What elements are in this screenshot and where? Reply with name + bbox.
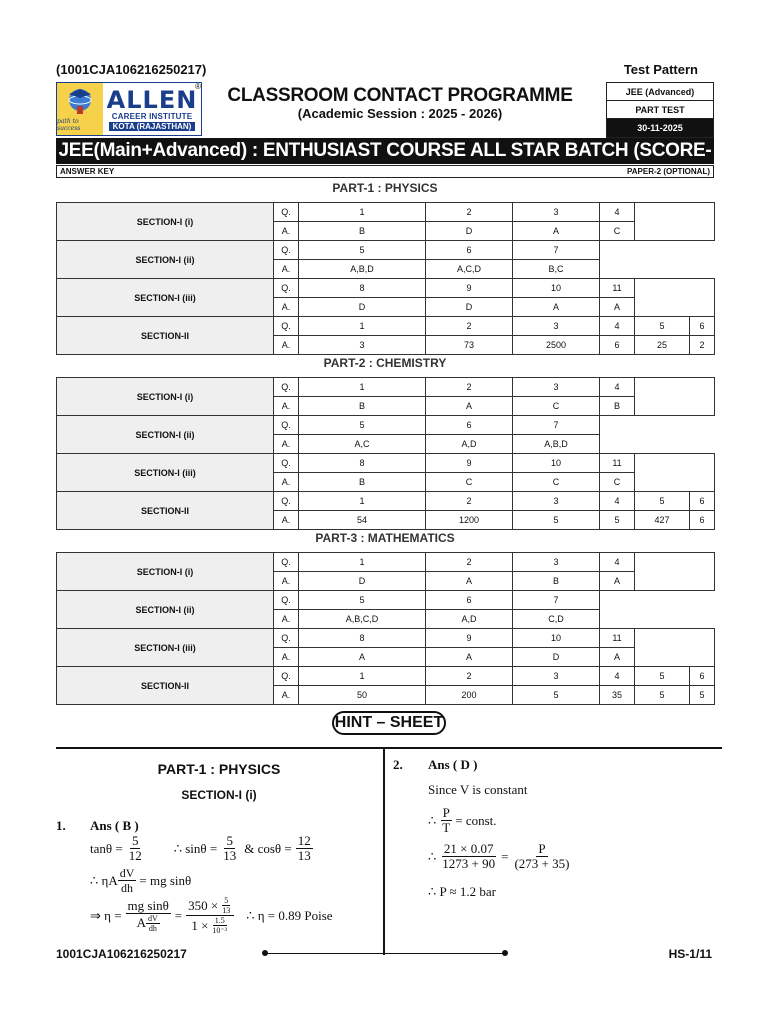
exam-info-box (606, 82, 714, 138)
answer-value: 5 (513, 511, 600, 530)
answer-value: A (426, 648, 513, 667)
answer-value: 5 (513, 686, 600, 705)
question-number: 4 (600, 378, 635, 397)
answer-value: B,C (513, 260, 600, 279)
question-number: 8 (299, 454, 426, 473)
question-row (57, 667, 715, 686)
q2-line-4: ∴ P ≈ 1.2 bar (428, 884, 497, 899)
question-number: 2 (426, 378, 513, 397)
answer-value: 6 (690, 511, 715, 530)
hint-part-title: PART-1 : PHYSICS (157, 761, 281, 777)
answer-value: 54 (299, 511, 426, 530)
answer-value: 427 (635, 511, 690, 530)
footer-dot-right (502, 950, 508, 956)
registered-mark: ® (195, 82, 201, 91)
question-number: 10 (513, 629, 600, 648)
question-number: 2 (426, 203, 513, 222)
question-number: 1 (299, 553, 426, 572)
answer-key-table (56, 377, 715, 530)
answer-value: A (600, 298, 635, 317)
section-name: SECTION-I (ii) (57, 591, 274, 629)
empty-cell (635, 629, 715, 667)
a-label: A. (274, 298, 299, 317)
question-number: 6 (426, 416, 513, 435)
q2-line-1: Since V is constant (428, 782, 528, 797)
footer-divider (264, 953, 504, 954)
q-label: Q. (274, 629, 299, 648)
answer-value: A,B,D (299, 260, 426, 279)
question-number: 1 (299, 667, 426, 686)
answer-value: 3 (299, 336, 426, 355)
q2-answer: Ans ( D ) (428, 757, 478, 772)
q1-sin-fraction: $\frac{5}{13}$ (223, 833, 237, 863)
section-name: SECTION-II (57, 667, 274, 705)
footer-dot-left (262, 950, 268, 956)
q-label: Q. (274, 378, 299, 397)
document-code: (1001CJA106216250217) (56, 62, 207, 77)
test-pattern-label: Test Pattern (623, 62, 698, 77)
question-number: 2 (426, 553, 513, 572)
answer-value: A (600, 648, 635, 667)
empty-cell (635, 279, 715, 317)
section-name: SECTION-I (i) (57, 203, 274, 241)
hint-section-title: SECTION-I (i) (181, 788, 257, 802)
section-name: SECTION-I (ii) (57, 416, 274, 454)
footer-code: 1001CJA106216250217 (56, 947, 187, 961)
answer-key-bar (56, 165, 714, 178)
question-number: 8 (299, 629, 426, 648)
question-row (57, 378, 715, 397)
divider-vertical (383, 749, 385, 955)
answer-value: 50 (299, 686, 426, 705)
question-number: 9 (426, 279, 513, 298)
answer-value: 1200 (426, 511, 513, 530)
answer-value: A (299, 648, 426, 667)
question-number: 6 (690, 667, 715, 686)
course-banner: JEE(Main+Advanced) : ENTHUSIAST COURSE ALL STAR BATCH (SCORE-I) (56, 138, 714, 164)
answer-value: B (299, 473, 426, 492)
a-label: A. (274, 610, 299, 629)
q1-cos-lhs: & cosθ = (244, 840, 292, 856)
section-name: SECTION-I (iii) (57, 279, 274, 317)
q-label: Q. (274, 667, 299, 686)
section-name: SECTION-II (57, 492, 274, 530)
question-row (57, 553, 715, 572)
academic-session: (Academic Session : 2025 - 2026) (297, 106, 503, 121)
question-number: 5 (299, 591, 426, 610)
answer-value: A,C,D (426, 260, 513, 279)
question-number: 4 (600, 667, 635, 686)
logo-subtitle: CAREER INSTITUTE (111, 111, 193, 121)
q1-cos-fraction: $\frac{12}{13}$ (297, 833, 311, 863)
section-name: SECTION-I (iii) (57, 454, 274, 492)
test-type: PART TEST (607, 101, 713, 119)
q1-l3-equals: = (174, 907, 183, 923)
logo-emblem-icon (57, 83, 103, 135)
answer-key-table (56, 552, 715, 705)
answer-value: 73 (426, 336, 513, 355)
answer-value: B (299, 222, 426, 241)
q-label: Q. (274, 492, 299, 511)
question-row (57, 317, 715, 336)
section-name: SECTION-II (57, 317, 274, 355)
q2-l3-equals: = (501, 848, 509, 864)
answer-value: A (600, 572, 635, 591)
paper-label: PAPER-2 (OPTIONAL) (627, 167, 710, 176)
question-number: 4 (600, 317, 635, 336)
question-number: 1 (299, 203, 426, 222)
question-number: 1 (299, 317, 426, 336)
a-label: A. (274, 260, 299, 279)
question-number: 5 (299, 241, 426, 260)
q1-tan-fraction: $\frac{5}{12}$ (128, 833, 142, 863)
question-row (57, 492, 715, 511)
answer-value: A,B,D (513, 435, 600, 454)
q2-line-3 (428, 842, 571, 871)
exam-date: 30-11-2025 (607, 119, 713, 137)
answer-value: A (426, 572, 513, 591)
question-number: 9 (426, 454, 513, 473)
empty-cell (635, 553, 715, 591)
section-name: SECTION-I (i) (57, 553, 274, 591)
question-number: 3 (513, 203, 600, 222)
hint-sheet-title: HINT – SHEET (332, 711, 446, 735)
answer-value: A,D (426, 435, 513, 454)
question-row (57, 241, 715, 260)
q2-l2-pre: ∴ (428, 812, 437, 828)
question-number: 2 (426, 317, 513, 336)
question-number: 6 (426, 241, 513, 260)
answer-value: D (513, 648, 600, 667)
answer-value: C (513, 473, 600, 492)
q-label: Q. (274, 279, 299, 298)
answer-value: C (600, 222, 635, 241)
logo-city: KOTA (RAJASTHAN) (109, 122, 196, 131)
a-label: A. (274, 648, 299, 667)
question-number: 10 (513, 454, 600, 473)
q1-l2-fraction: $\frac{dV}{dh}$ (119, 866, 135, 895)
question-number: 11 (600, 454, 635, 473)
answer-value: 35 (600, 686, 635, 705)
question-number: 6 (426, 591, 513, 610)
question-row (57, 203, 715, 222)
a-label: A. (274, 435, 299, 454)
q-label: Q. (274, 203, 299, 222)
question-row (57, 629, 715, 648)
answer-key-table (56, 202, 715, 355)
empty-cell (635, 454, 715, 492)
question-number: 11 (600, 279, 635, 298)
answer-value: 6 (600, 336, 635, 355)
empty-cell (635, 203, 715, 241)
question-row (57, 279, 715, 298)
answer-value: D (426, 298, 513, 317)
a-label: A. (274, 511, 299, 530)
answer-value: B (600, 397, 635, 416)
q2-l2-fraction: $\frac{P}{T}$ (442, 805, 451, 835)
question-number: 5 (635, 492, 690, 511)
question-number: 3 (513, 492, 600, 511)
answer-value: A,C (299, 435, 426, 454)
allen-logo (56, 82, 202, 136)
question-number: 5 (635, 667, 690, 686)
answer-value: 200 (426, 686, 513, 705)
answer-value: 25 (635, 336, 690, 355)
question-number: 2 (426, 667, 513, 686)
answer-value: C (426, 473, 513, 492)
q2-l3-fraction-1: $\frac{21 \times 0.07}{1273 + 90}$ (442, 841, 496, 871)
exam-type: JEE (Advanced) (607, 83, 713, 101)
section-name: SECTION-I (ii) (57, 241, 274, 279)
question-row (57, 591, 715, 610)
question-number: 7 (513, 241, 600, 260)
q2-number: 2. (393, 757, 403, 772)
answer-value: 2 (690, 336, 715, 355)
q-label: Q. (274, 317, 299, 336)
question-number: 8 (299, 279, 426, 298)
answer-value: A (426, 397, 513, 416)
answer-value: C,D (513, 610, 600, 629)
a-label: A. (274, 473, 299, 492)
q1-result: ∴ η = 0.89 Poise (246, 907, 333, 923)
q-label: Q. (274, 416, 299, 435)
answer-value: B (299, 397, 426, 416)
question-number: 1 (299, 492, 426, 511)
empty-cell (600, 241, 715, 279)
a-label: A. (274, 336, 299, 355)
question-number: 10 (513, 279, 600, 298)
q1-answer: Ans ( B ) (90, 818, 139, 833)
empty-cell (600, 591, 715, 629)
part-title: PART-2 : CHEMISTRY (323, 356, 447, 370)
question-number: 7 (513, 416, 600, 435)
question-number: 7 (513, 591, 600, 610)
question-number: 5 (299, 416, 426, 435)
answer-value: 5 (690, 686, 715, 705)
question-number: 4 (600, 553, 635, 572)
answer-key-label: ANSWER KEY (60, 167, 115, 176)
a-label: A. (274, 572, 299, 591)
q1-line-2 (90, 866, 191, 895)
q1-l3-fraction-2: 350 × $\frac{5}{13}$ 1 × $\frac{1.5}{\text{10⁻³}}$ (186, 896, 234, 935)
q1-l3-pre: ⇒ η = (90, 907, 122, 923)
answer-value: 5 (600, 511, 635, 530)
q-label: Q. (274, 591, 299, 610)
divider-horizontal (56, 747, 722, 749)
question-number: 3 (513, 378, 600, 397)
question-number: 3 (513, 317, 600, 336)
q-label: Q. (274, 454, 299, 473)
q1-line-1 (90, 834, 313, 863)
a-label: A. (274, 686, 299, 705)
logo-tagline: path to success (57, 118, 81, 132)
question-number: 3 (513, 553, 600, 572)
question-number: 2 (426, 492, 513, 511)
logo-brand: ALLEN (106, 85, 198, 114)
part-title: PART-3 : MATHEMATICS (315, 531, 455, 545)
question-number: 9 (426, 629, 513, 648)
question-row (57, 454, 715, 473)
q2-l3-pre: ∴ (428, 848, 437, 864)
answer-value: A,B,C,D (299, 610, 426, 629)
q2-l3-fraction-2: $\frac{P}{(273 + 35)}$ (514, 841, 570, 871)
question-number: 4 (600, 203, 635, 222)
answer-value: D (299, 572, 426, 591)
question-row (57, 416, 715, 435)
empty-cell (635, 378, 715, 416)
question-number: 11 (600, 629, 635, 648)
section-name: SECTION-I (i) (57, 378, 274, 416)
question-number: 6 (690, 317, 715, 336)
page-number: HS-1/11 (668, 947, 712, 961)
a-label: A. (274, 222, 299, 241)
q1-l3-fraction-1: mg sinθ A $\frac{dV}{dh}$ (127, 897, 169, 933)
q1-l2-pre: ∴ ηA (90, 872, 118, 888)
section-name: SECTION-I (iii) (57, 629, 274, 667)
q1-tan-lhs: tanθ = (90, 840, 123, 856)
answer-value: A (513, 222, 600, 241)
question-number: 1 (299, 378, 426, 397)
q1-l2-post: = mg sinθ (139, 872, 192, 888)
answer-value: B (513, 572, 600, 591)
q2-line-2 (428, 806, 497, 835)
answer-value: 2500 (513, 336, 600, 355)
q1-sin-lhs: ∴ sinθ = (173, 840, 218, 856)
a-label: A. (274, 397, 299, 416)
answer-value: A,D (426, 610, 513, 629)
question-number: 4 (600, 492, 635, 511)
empty-cell (600, 416, 715, 454)
q1-number: 1. (56, 818, 66, 833)
part-title: PART-1 : PHYSICS (332, 181, 438, 195)
question-number: 5 (635, 317, 690, 336)
q1-line-3 (90, 896, 333, 935)
q-label: Q. (274, 553, 299, 572)
answer-value: A (513, 298, 600, 317)
programme-title: CLASSROOM CONTACT PROGRAMME (227, 85, 573, 106)
answer-value: C (600, 473, 635, 492)
q2-l2-post: = const. (455, 812, 497, 828)
answer-value: D (299, 298, 426, 317)
question-number: 6 (690, 492, 715, 511)
q-label: Q. (274, 241, 299, 260)
question-number: 3 (513, 667, 600, 686)
answer-value: D (426, 222, 513, 241)
answer-value: C (513, 397, 600, 416)
answer-value: 5 (635, 686, 690, 705)
